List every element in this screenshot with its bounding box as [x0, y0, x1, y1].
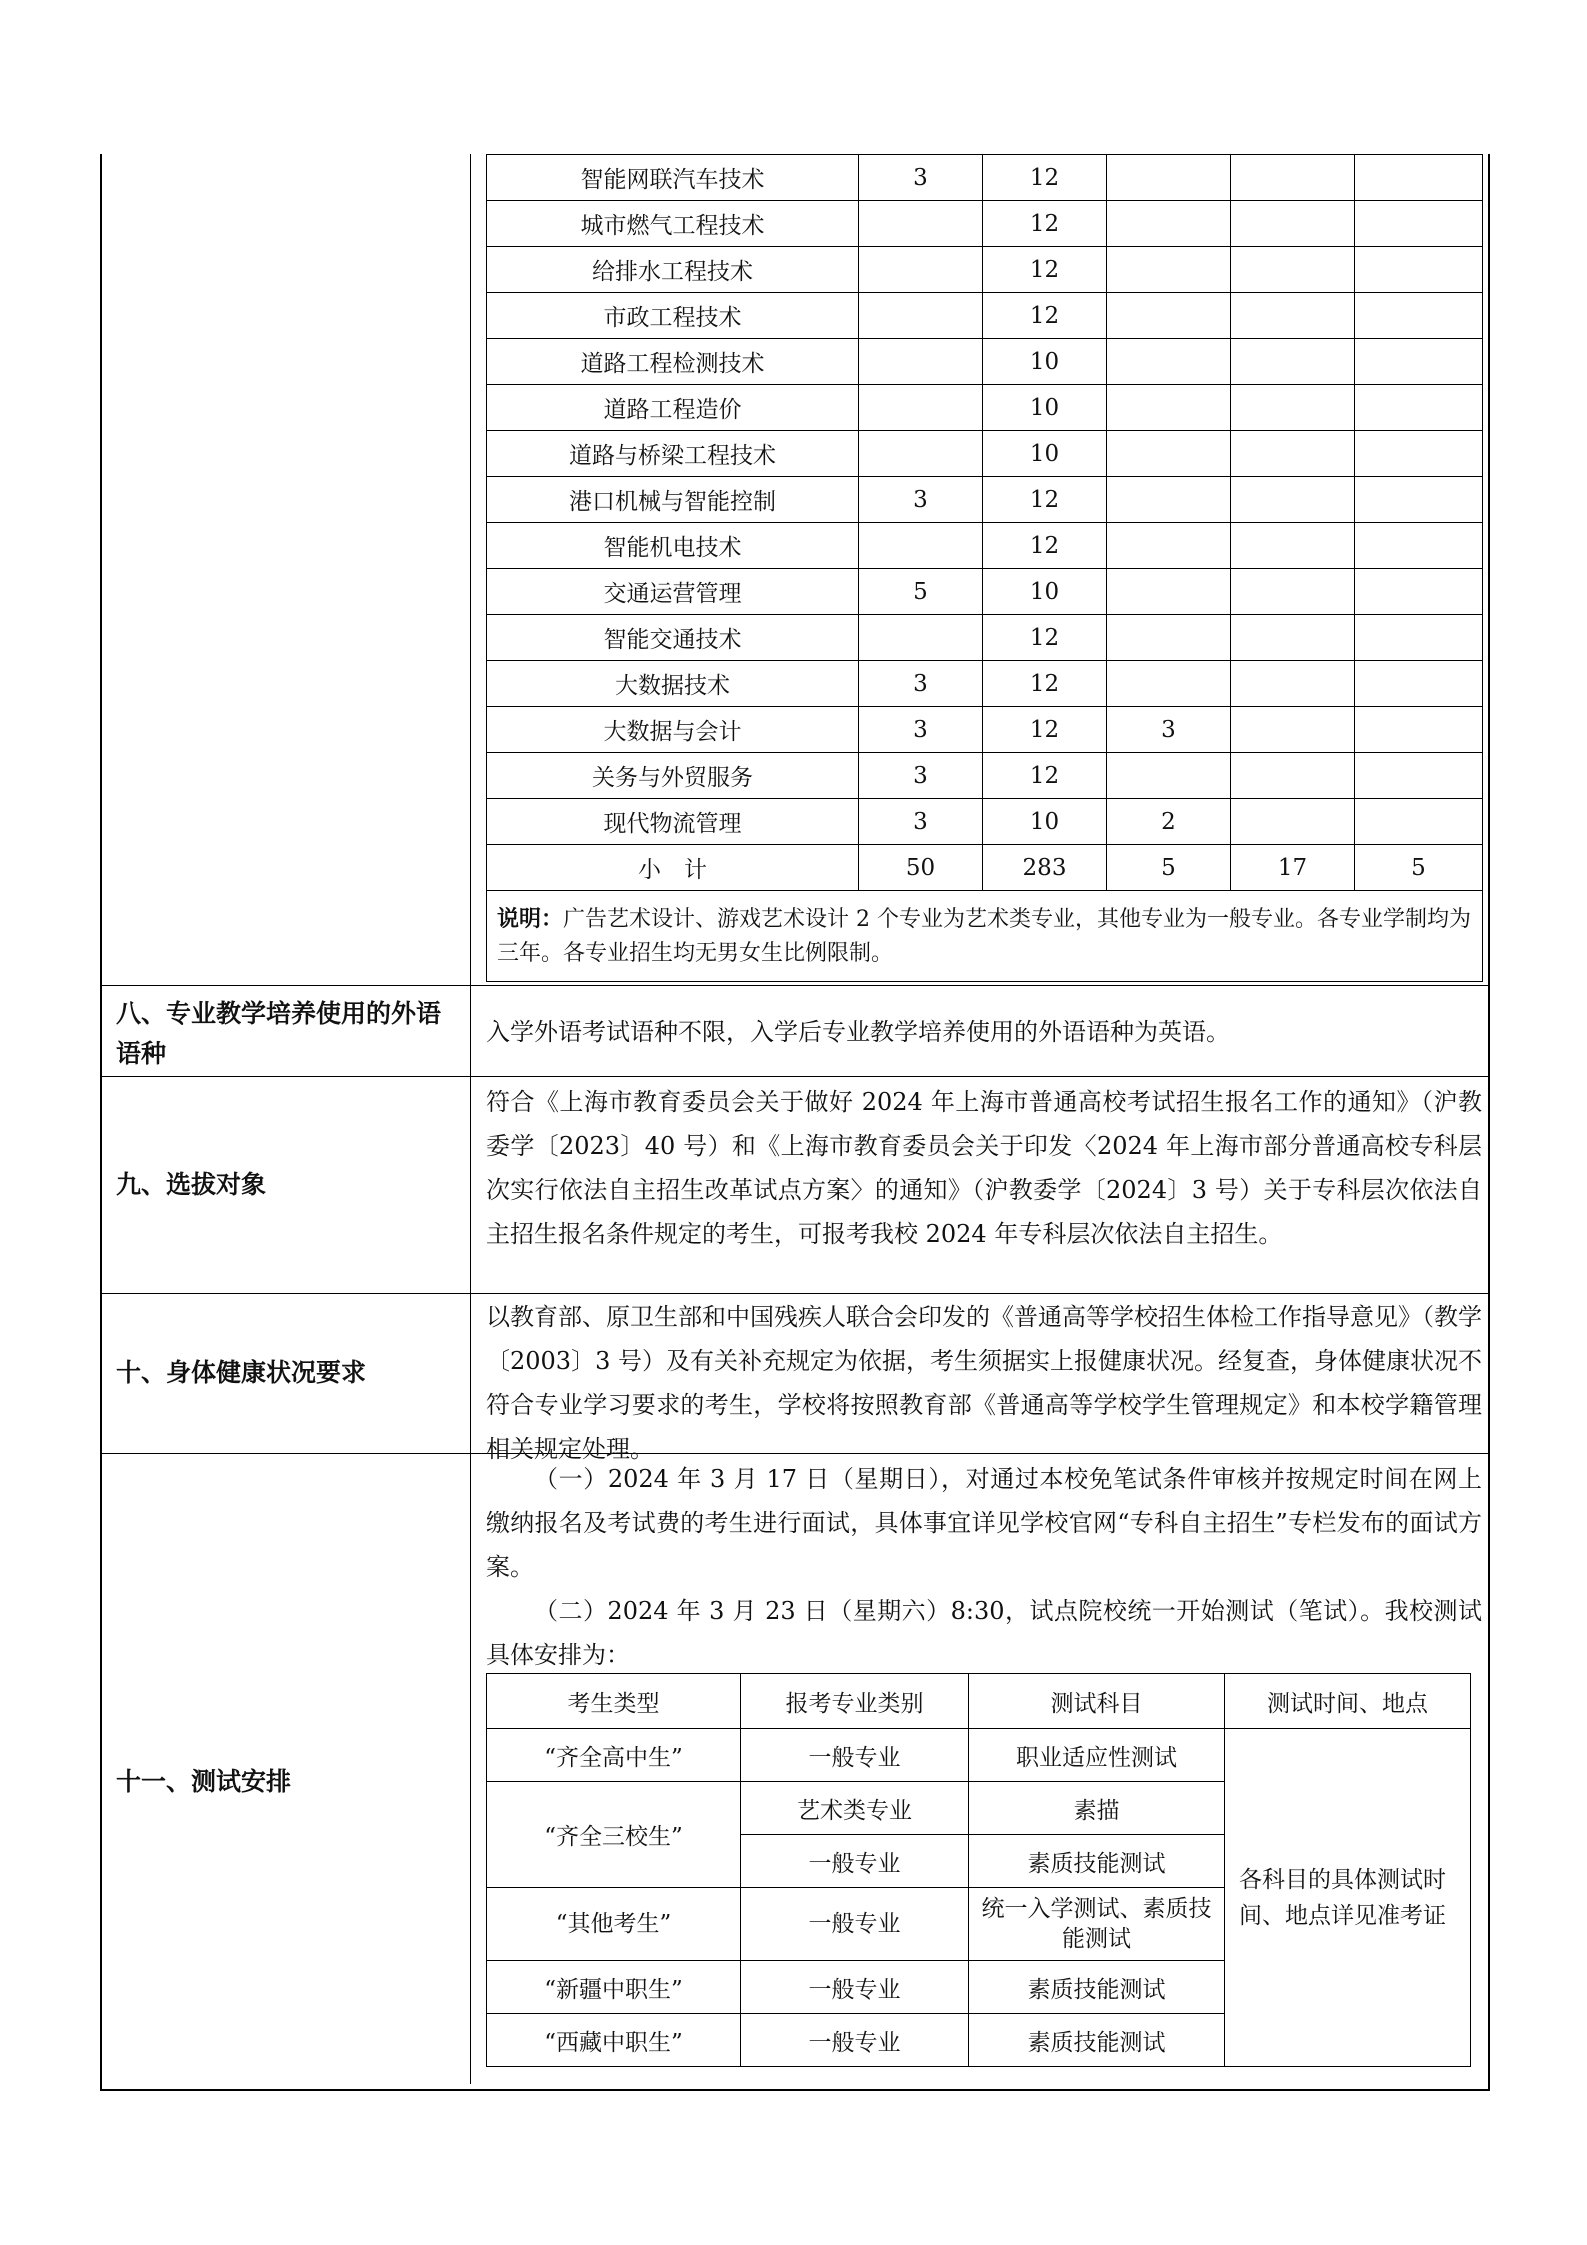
- major-count: [1107, 293, 1231, 339]
- note-text: 广告艺术设计、游戏艺术设计 2 个专业为艺术类专业，其他专业为一般专业。各专业学制均为三年。各专业招生均无男女生比例限制。: [497, 906, 1472, 966]
- divider: [102, 985, 1488, 986]
- section-9-label: 九、选拔对象: [116, 1170, 267, 1199]
- major-count: [1355, 201, 1483, 247]
- major-name: 关务与外贸服务: [487, 753, 859, 799]
- major-count: [1107, 385, 1231, 431]
- table-row: [487, 1729, 1471, 1782]
- schedule-category: 艺术类专业: [741, 1782, 969, 1835]
- major-count: 10: [983, 569, 1107, 615]
- table-row: [487, 523, 1483, 569]
- major-count: [859, 431, 983, 477]
- section-11-para-2: （二）2024 年 3 月 23 日（星期六）8:30，试点院校统一开始测试（笔试）。我校测试具体安排为：: [486, 1597, 1482, 1669]
- major-count: [1355, 385, 1483, 431]
- major-count: 12: [983, 293, 1107, 339]
- schedule-type: “齐全三校生”: [487, 1782, 741, 1888]
- major-count: [1355, 293, 1483, 339]
- major-count: 3: [859, 707, 983, 753]
- table-row: [487, 569, 1483, 615]
- schedule-type: “其他考生”: [487, 1888, 741, 1961]
- major-count: [1107, 569, 1231, 615]
- major-count: [1355, 569, 1483, 615]
- major-name: 智能网联汽车技术: [487, 155, 859, 201]
- schedule-subject: 素质技能测试: [969, 1961, 1225, 2014]
- schedule-category: 一般专业: [741, 1961, 969, 2014]
- major-count: [1355, 477, 1483, 523]
- schedule-subject: 职业适应性测试: [969, 1729, 1225, 1782]
- major-count: [1355, 155, 1483, 201]
- major-count: [1231, 431, 1355, 477]
- table-row: [487, 477, 1483, 523]
- major-count: [1231, 155, 1355, 201]
- major-count: 3: [859, 753, 983, 799]
- major-count: 3: [1107, 707, 1231, 753]
- major-count: 12: [983, 155, 1107, 201]
- table-row: [487, 385, 1483, 431]
- major-count: [1231, 753, 1355, 799]
- major-count: [1107, 155, 1231, 201]
- major-count: [1107, 523, 1231, 569]
- column-divider: [470, 154, 471, 2084]
- major-count: [1231, 707, 1355, 753]
- major-count: 12: [983, 753, 1107, 799]
- major-count: [1107, 661, 1231, 707]
- major-count: 5: [1107, 845, 1231, 891]
- major-count: 2: [1107, 799, 1231, 845]
- table-row: [487, 339, 1483, 385]
- table-row: [487, 799, 1483, 845]
- schedule-subject: 素质技能测试: [969, 2014, 1225, 2067]
- table-row: [487, 155, 1483, 201]
- major-count: [1107, 753, 1231, 799]
- major-count: 12: [983, 661, 1107, 707]
- major-name: 市政工程技术: [487, 293, 859, 339]
- major-count: [1355, 707, 1483, 753]
- schedule-category: 一般专业: [741, 1835, 969, 1888]
- schedule-subject: 素描: [969, 1782, 1225, 1835]
- major-count: [1355, 431, 1483, 477]
- table-row: [487, 845, 1483, 891]
- major-count: [1107, 339, 1231, 385]
- major-name: 交通运营管理: [487, 569, 859, 615]
- table-row: [487, 201, 1483, 247]
- section-10-text: 以教育部、原卫生部和中国残疾人联合会印发的《普通高等学校招生体检工作指导意见》（教学〔2003〕3 号）及有关补充规定为依据，考生须据实上报健康状况。经复查，身体健康状况不符合专业学习要求的考生，学校将按照教育部《普通高等学校学生管理规定》和本校学籍管理相关规定处理。: [486, 1303, 1482, 1463]
- major-count: [1355, 615, 1483, 661]
- schedule-category: 一般专业: [741, 1729, 969, 1782]
- major-count: [859, 201, 983, 247]
- table-row: [487, 615, 1483, 661]
- major-count: [1355, 753, 1483, 799]
- major-name: 道路与桥梁工程技术: [487, 431, 859, 477]
- major-count: [1107, 615, 1231, 661]
- major-count: [859, 523, 983, 569]
- major-count: [1231, 293, 1355, 339]
- major-count: 17: [1231, 845, 1355, 891]
- major-name: 大数据与会计: [487, 707, 859, 753]
- major-count: [859, 385, 983, 431]
- major-count: 3: [859, 155, 983, 201]
- major-count: 10: [983, 385, 1107, 431]
- major-count: 10: [983, 799, 1107, 845]
- major-count: 3: [859, 661, 983, 707]
- major-name: 大数据技术: [487, 661, 859, 707]
- major-count: 12: [983, 615, 1107, 661]
- major-count: [859, 293, 983, 339]
- major-count: [1107, 201, 1231, 247]
- table-row: [487, 431, 1483, 477]
- major-count: 10: [983, 431, 1107, 477]
- major-count: [1231, 247, 1355, 293]
- major-name: 道路工程检测技术: [487, 339, 859, 385]
- section-8-text: 入学外语考试语种不限，入学后专业教学培养使用的外语语种为英语。: [486, 1018, 1230, 1046]
- schedule-type: “新疆中职生”: [487, 1961, 741, 2014]
- table-row: [487, 247, 1483, 293]
- major-count: [1231, 661, 1355, 707]
- major-count: [1231, 477, 1355, 523]
- schedule-header: 测试科目: [969, 1674, 1225, 1729]
- major-name: 智能交通技术: [487, 615, 859, 661]
- divider: [102, 1293, 1488, 1294]
- major-count: 283: [983, 845, 1107, 891]
- major-count: 12: [983, 247, 1107, 293]
- table-row: [487, 293, 1483, 339]
- major-count: 3: [859, 799, 983, 845]
- schedule-subject: 素质技能测试: [969, 1835, 1225, 1888]
- major-count: [1231, 615, 1355, 661]
- major-count: [1355, 247, 1483, 293]
- major-count: [1355, 661, 1483, 707]
- divider: [102, 1076, 1488, 1077]
- majors-table: [486, 154, 1483, 982]
- major-name: 智能机电技术: [487, 523, 859, 569]
- schedule-subject: 统一入学测试、素质技能测试: [969, 1888, 1225, 1961]
- major-name: 现代物流管理: [487, 799, 859, 845]
- major-count: [1107, 431, 1231, 477]
- note-label: 说明：: [497, 905, 564, 932]
- major-name: 小 计: [487, 845, 859, 891]
- section-11-para-1: （一）2024 年 3 月 17 日（星期日），对通过本校免笔试条件审核并按规定时间在网上缴纳报名及考试费的考生进行面试，具体事宜详见学校官网“专科自主招生”专栏发布的面试方案。: [486, 1465, 1482, 1581]
- major-count: [1231, 385, 1355, 431]
- schedule-category: 一般专业: [741, 1888, 969, 1961]
- major-count: [859, 615, 983, 661]
- table-row: [487, 661, 1483, 707]
- table-row: [487, 891, 1483, 982]
- schedule-type: “齐全高中生”: [487, 1729, 741, 1782]
- schedule-type: “西藏中职生”: [487, 2014, 741, 2067]
- section-11-label: 十一、测试安排: [116, 1767, 292, 1796]
- major-count: [1231, 569, 1355, 615]
- major-count: [1231, 339, 1355, 385]
- schedule-header: 测试时间、地点: [1225, 1674, 1471, 1729]
- major-count: 12: [983, 523, 1107, 569]
- major-count: [1231, 201, 1355, 247]
- major-count: 5: [1355, 845, 1483, 891]
- schedule-category: 一般专业: [741, 2014, 969, 2067]
- major-count: [859, 247, 983, 293]
- schedule-header: 考生类型: [487, 1674, 741, 1729]
- table-row: [487, 753, 1483, 799]
- major-count: 3: [859, 477, 983, 523]
- major-name: 给排水工程技术: [487, 247, 859, 293]
- major-count: [1355, 339, 1483, 385]
- major-name: 城市燃气工程技术: [487, 201, 859, 247]
- major-count: 50: [859, 845, 983, 891]
- majors-note: [487, 891, 1483, 982]
- major-count: [1107, 247, 1231, 293]
- major-count: [1231, 523, 1355, 569]
- test-schedule-table: [486, 1673, 1471, 2067]
- major-count: [1355, 799, 1483, 845]
- section-8-label: 八、专业教学培养使用的外语语种: [116, 999, 442, 1068]
- schedule-location: 各科目的具体测试时间、地点详见准考证: [1225, 1729, 1471, 2067]
- section-9-text: 符合《上海市教育委员会关于做好 2024 年上海市普通高校考试招生报名工作的通知》（沪教委学〔2023〕40 号）和《上海市教育委员会关于印发〈2024 年上海市部分普通高校专科层次实行依法自主招生改革试点方案〉的通知》（沪教委学〔2024〕3 号）关于专科层次依法自主招生报名条件规定的考生，可报考我校 2024 年专科层次依法自主招生。: [486, 1088, 1482, 1248]
- major-count: [859, 339, 983, 385]
- major-count: 10: [983, 339, 1107, 385]
- major-count: 12: [983, 707, 1107, 753]
- major-name: 港口机械与智能控制: [487, 477, 859, 523]
- major-count: [1107, 477, 1231, 523]
- major-count: [1355, 523, 1483, 569]
- major-count: 12: [983, 477, 1107, 523]
- document-frame: [100, 154, 1490, 2091]
- table-row: [487, 707, 1483, 753]
- major-count: 5: [859, 569, 983, 615]
- major-count: [1231, 799, 1355, 845]
- major-count: 12: [983, 201, 1107, 247]
- major-name: 道路工程造价: [487, 385, 859, 431]
- section-10-label: 十、身体健康状况要求: [116, 1358, 367, 1387]
- schedule-header: 报考专业类别: [741, 1674, 969, 1729]
